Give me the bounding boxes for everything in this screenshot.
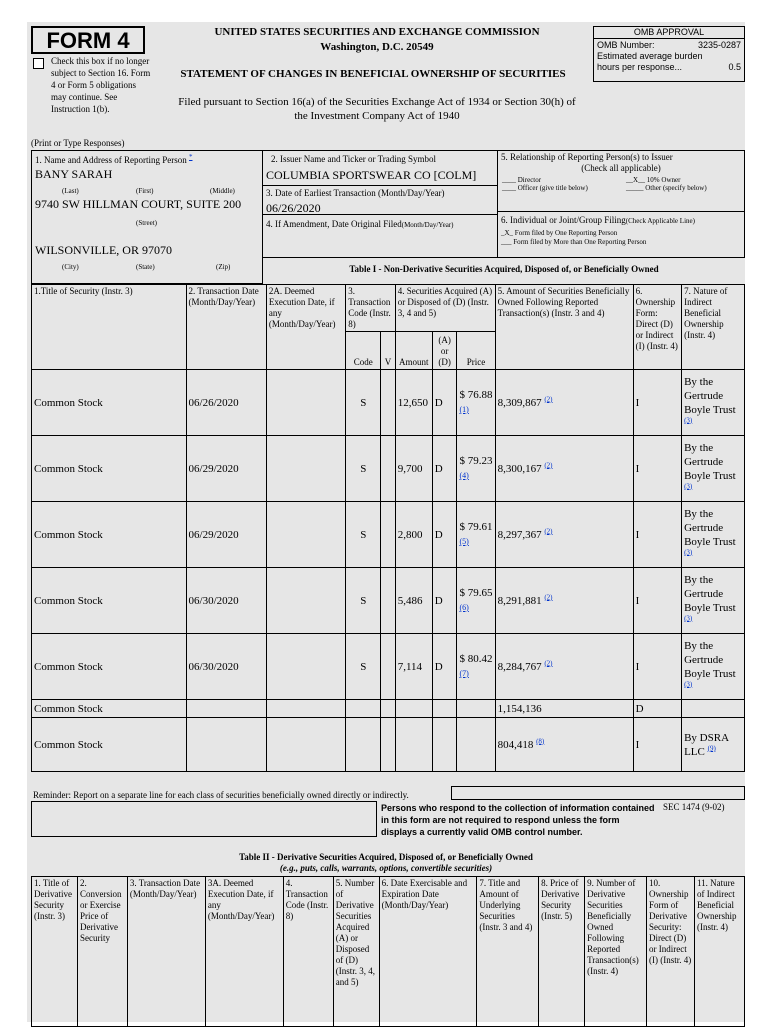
t1-v: V [381, 332, 395, 370]
reminder-text: Reminder: Report on a separate line for each class of securities beneficially owned directly or indirectly. [33, 790, 409, 800]
t1-code-value: S [346, 436, 381, 502]
t1-nature: By DSRA LLC [684, 731, 729, 758]
t2-h3a: 3A. Deemed Execution Date, if any (Month/Day/Year) [205, 877, 283, 1027]
omb-hours-label: hours per response... [597, 62, 683, 72]
agency-city: Washington, D.C. 20549 [320, 41, 434, 53]
table-row [32, 436, 745, 502]
ten-percent-owner-option[interactable]: __X__ 10% Owner [626, 176, 681, 184]
form-page [27, 22, 745, 1022]
t1-h5: 5. Amount of Securities Beneficially Owned Following Reported Transaction(s) (Instr. 3 and 4) [495, 285, 633, 370]
t2-h11: 11. Nature of Indirect Beneficial Ownership (Instr. 4) [694, 877, 744, 1027]
t2-h10: 10. Ownership Form of Derivative Security: Direct (D) or Indirect (I) (Instr. 4) [647, 877, 695, 1027]
statement-title: STATEMENT OF CHANGES IN BENEFICIAL OWNERSHIP OF SECURITIES [180, 68, 566, 80]
amendment-box [262, 214, 498, 258]
footnote-link[interactable]: (2) [544, 526, 553, 535]
t2-h2: 2. Conversion or Exercise Price of Derivative Security [77, 877, 127, 1027]
footnote-link[interactable]: (4) [459, 471, 469, 480]
earliest-transaction-box [262, 185, 498, 215]
reporting-person-footnote-link[interactable]: * [188, 153, 193, 161]
t1-price-value: $ 79.23 [459, 455, 493, 467]
reporting-person-label: 1. Name and Address of Reporting Person [35, 155, 187, 165]
t1-h2: 2. Transaction Date (Month/Day/Year) [186, 285, 266, 370]
table-row [32, 568, 745, 634]
table-row [32, 700, 745, 718]
omb-approval-box [593, 26, 745, 82]
t1-title: Common Stock [32, 436, 187, 502]
t1-price: Price [457, 332, 495, 370]
table-row [32, 370, 745, 436]
city-label: (City) [62, 263, 79, 271]
issuer-name: COLUMBIA SPORTSWEAR CO [COLM] [266, 168, 477, 182]
persons-notice: Persons who respond to the collection of information contained in this form are not required to respond unless the form displays a currently valid OMB control number. [381, 803, 655, 837]
sec-number: SEC 1474 (9-02) [663, 802, 725, 812]
t1-ad-value: D [432, 502, 457, 568]
t2-h5: 5. Number of Derivative Securities Acquired (A) or Disposed of (D) (Instr. 3, 4, and 5) [333, 877, 379, 1027]
footnote-link[interactable]: (3) [684, 415, 693, 424]
table1 [31, 284, 745, 772]
t1-date: 06/30/2020 [186, 568, 266, 634]
relationship-label: 5. Relationship of Reporting Person(s) to Issuer [501, 152, 673, 162]
footnote-link[interactable]: (9) [707, 743, 716, 752]
omb-title: OMB APPROVAL [594, 27, 744, 39]
t2-h9: 9. Number of Derivative Securities Beneficially Owned Following Reported Transaction(s) (Instr. 4) [585, 877, 647, 1027]
earliest-transaction-date: 06/26/2020 [266, 201, 321, 215]
t1-date: 06/29/2020 [186, 436, 266, 502]
table-row [32, 502, 745, 568]
t1-nature: By the Gertrude Boyle Trust [684, 573, 736, 614]
table1-title: Table I - Non-Derivative Securities Acquired, Disposed of, or Beneficially Owned [349, 264, 659, 274]
t1-amount-value: 7,114 [395, 634, 432, 700]
t1-title: Common Stock [32, 718, 187, 772]
footnote-link[interactable]: (2) [544, 394, 553, 403]
checkbox-text: Check this box if no longer subject to Section 16. Form 4 or Form 5 obligations may continue. See Instruction 1(b). [51, 56, 151, 114]
t1-form: D [633, 700, 681, 718]
filing-more-option[interactable]: ___ Form filed by More than One Reporting Person [501, 238, 647, 246]
form-title: FORM 4 [31, 26, 145, 54]
table2-title: Table II - Derivative Securities Acquired, Disposed of, or Beneficially Owned [239, 852, 533, 862]
t1-code-value: S [346, 370, 381, 436]
t1-title: Common Stock [32, 700, 187, 718]
t1-form: I [633, 502, 681, 568]
table-row [32, 718, 745, 772]
footnote-link[interactable]: (3) [684, 547, 693, 556]
footnote-link[interactable]: (2) [544, 592, 553, 601]
t1-owned: 8,309,867 [497, 396, 542, 409]
reminder-box [451, 786, 745, 800]
first-label: (First) [136, 187, 154, 195]
t1-form: I [633, 370, 681, 436]
footnote-link[interactable]: (2) [544, 460, 553, 469]
t1-form: I [633, 634, 681, 700]
t1-code-value: S [346, 634, 381, 700]
t1-ad-value: D [432, 568, 457, 634]
t1-h3: 3. Transaction Code (Instr. 8) [346, 285, 395, 332]
t1-title: Common Stock [32, 502, 187, 568]
other-option[interactable]: _____ Other (specify below) [626, 184, 707, 192]
table2 [31, 876, 745, 1027]
t1-amount-value: 5,486 [395, 568, 432, 634]
t1-h1: 1.Title of Security (Instr. 3) [32, 285, 187, 370]
t2-h8: 8. Price of Derivative Security (Instr. 5) [539, 877, 585, 1027]
zip-label: (Zip) [216, 263, 231, 271]
t1-price-value: $ 80.42 [459, 653, 493, 665]
reporting-person-name: BANY SARAH [35, 167, 113, 181]
filing-box [497, 211, 745, 258]
reporting-person-box [31, 150, 263, 284]
footnote-link[interactable]: (6) [459, 603, 469, 612]
t1-h4: 4. Securities Acquired (A) or Disposed of (D) (Instr. 3, 4 and 5) [395, 285, 495, 332]
t1-owned: 8,297,367 [497, 528, 542, 541]
t1-owned: 1,154,136 [495, 700, 633, 718]
footnote-link[interactable]: (3) [684, 679, 693, 688]
relationship-box [497, 150, 745, 212]
amendment-sub: (Month/Day/Year) [401, 221, 454, 229]
omb-hours: 0.5 [728, 62, 741, 72]
t1-date: 06/30/2020 [186, 634, 266, 700]
t1-h7: 7. Nature of Indirect Beneficial Ownership (Instr. 4) [682, 285, 745, 370]
t1-ad-value: D [432, 634, 457, 700]
t1-price-value: $ 79.65 [459, 587, 493, 599]
relationship-sub: (Check all applicable) [581, 163, 661, 173]
t1-price-value: $ 76.88 [459, 389, 493, 401]
t1-title: Common Stock [32, 370, 187, 436]
omb-number-label: OMB Number: [597, 40, 655, 50]
t1-nature: By the Gertrude Boyle Trust [684, 375, 736, 416]
print-type-note: (Print or Type Responses) [31, 138, 125, 148]
t1-amount-value: 2,800 [395, 502, 432, 568]
footnote-link[interactable]: (2) [544, 658, 553, 667]
t1-form: I [633, 718, 681, 772]
t1-owned: 804,418 [497, 738, 534, 751]
omb-number: 3235-0287 [697, 40, 741, 50]
t1-price-value: $ 79.61 [459, 521, 493, 533]
footnote-link[interactable]: (3) [684, 613, 693, 622]
director-option[interactable]: ____ Director [502, 176, 542, 184]
notice-left-box [31, 801, 377, 837]
t1-form: I [633, 436, 681, 502]
reporting-person-street: 9740 SW HILLMAN COURT, SUITE 200 [35, 197, 242, 211]
t1-aord: (A) or (D) [432, 332, 457, 370]
reporting-person-city: WILSONVILLE, OR 97070 [35, 243, 172, 257]
issuer-label: 2. Issuer Name and Ticker or Trading Symbol [271, 154, 436, 164]
t1-ad-value: D [432, 370, 457, 436]
t1-title: Common Stock [32, 634, 187, 700]
t1-nature: By the Gertrude Boyle Trust [684, 507, 736, 548]
footnote-link[interactable]: (8) [536, 736, 545, 745]
t1-amount-value: 9,700 [395, 436, 432, 502]
t1-ad-value: D [432, 436, 457, 502]
t1-owned: 8,284,767 [497, 660, 542, 673]
footnote-link[interactable]: (7) [459, 669, 469, 678]
t1-h6: 6. Ownership Form: Direct (D) or Indirect (I) (Instr. 4) [633, 285, 681, 370]
t1-h2a: 2A. Deemed Execution Date, if any (Month/Day/Year) [266, 285, 345, 370]
filing-sub: (Check Applicable Line) [625, 217, 695, 225]
t1-amount-value: 12,650 [395, 370, 432, 436]
omb-burden-label: Estimated average burden [597, 51, 703, 61]
t1-code-value: S [346, 568, 381, 634]
footnote-link[interactable]: (5) [459, 537, 469, 546]
t1-nature: By the Gertrude Boyle Trust [684, 639, 736, 680]
t1-nature: By the Gertrude Boyle Trust [684, 441, 736, 482]
middle-label: (Middle) [210, 187, 235, 195]
filed-pursuant-line-2: the Investment Company Act of 1940 [294, 110, 460, 122]
no-longer-subject-checkbox[interactable] [33, 58, 44, 69]
footnote-link[interactable]: (1) [459, 405, 469, 414]
street-label: (Street) [136, 219, 157, 227]
t2-h7: 7. Title and Amount of Underlying Securities (Instr. 3 and 4) [477, 877, 539, 1027]
t2-h4: 4. Transaction Code (Instr. 8) [283, 877, 333, 1027]
issuer-box [262, 150, 498, 186]
t2-h1: 1. Title of Derivative Security (Instr. 3) [32, 877, 78, 1027]
filed-pursuant-line-1: Filed pursuant to Section 16(a) of the Securities Exchange Act of 1934 or Section 30(h) of [178, 96, 576, 108]
agency-name: UNITED STATES SECURITIES AND EXCHANGE COMMISSION [214, 26, 540, 38]
last-label: (Last) [62, 187, 79, 195]
t1-form: I [633, 568, 681, 634]
amendment-label: 4. If Amendment, Date Original Filed [266, 219, 402, 229]
officer-option[interactable]: ____ Officer (give title below) [502, 184, 588, 192]
table-row [32, 634, 745, 700]
t1-owned: 8,300,167 [497, 462, 542, 475]
t1-title: Common Stock [32, 568, 187, 634]
t1-owned: 8,291,881 [497, 594, 542, 607]
t2-h3: 3. Transaction Date (Month/Day/Year) [127, 877, 205, 1027]
t1-amount: Amount [395, 332, 432, 370]
filing-label: 6. Individual or Joint/Group Filing [501, 215, 626, 225]
table2-subtitle: (e.g., puts, calls, warrants, options, convertible securities) [279, 863, 493, 873]
filing-one-option[interactable]: _X_ Form filed by One Reporting Person [501, 229, 618, 237]
state-label: (State) [136, 263, 155, 271]
earliest-transaction-label: 3. Date of Earliest Transaction (Month/Day/Year) [266, 188, 445, 198]
footnote-link[interactable]: (3) [684, 481, 693, 490]
t1-code: Code [346, 332, 381, 370]
t1-code-value: S [346, 502, 381, 568]
t2-h6: 6. Date Exercisable and Expiration Date (Month/Day/Year) [379, 877, 477, 1027]
t1-date: 06/26/2020 [186, 370, 266, 436]
t1-date: 06/29/2020 [186, 502, 266, 568]
